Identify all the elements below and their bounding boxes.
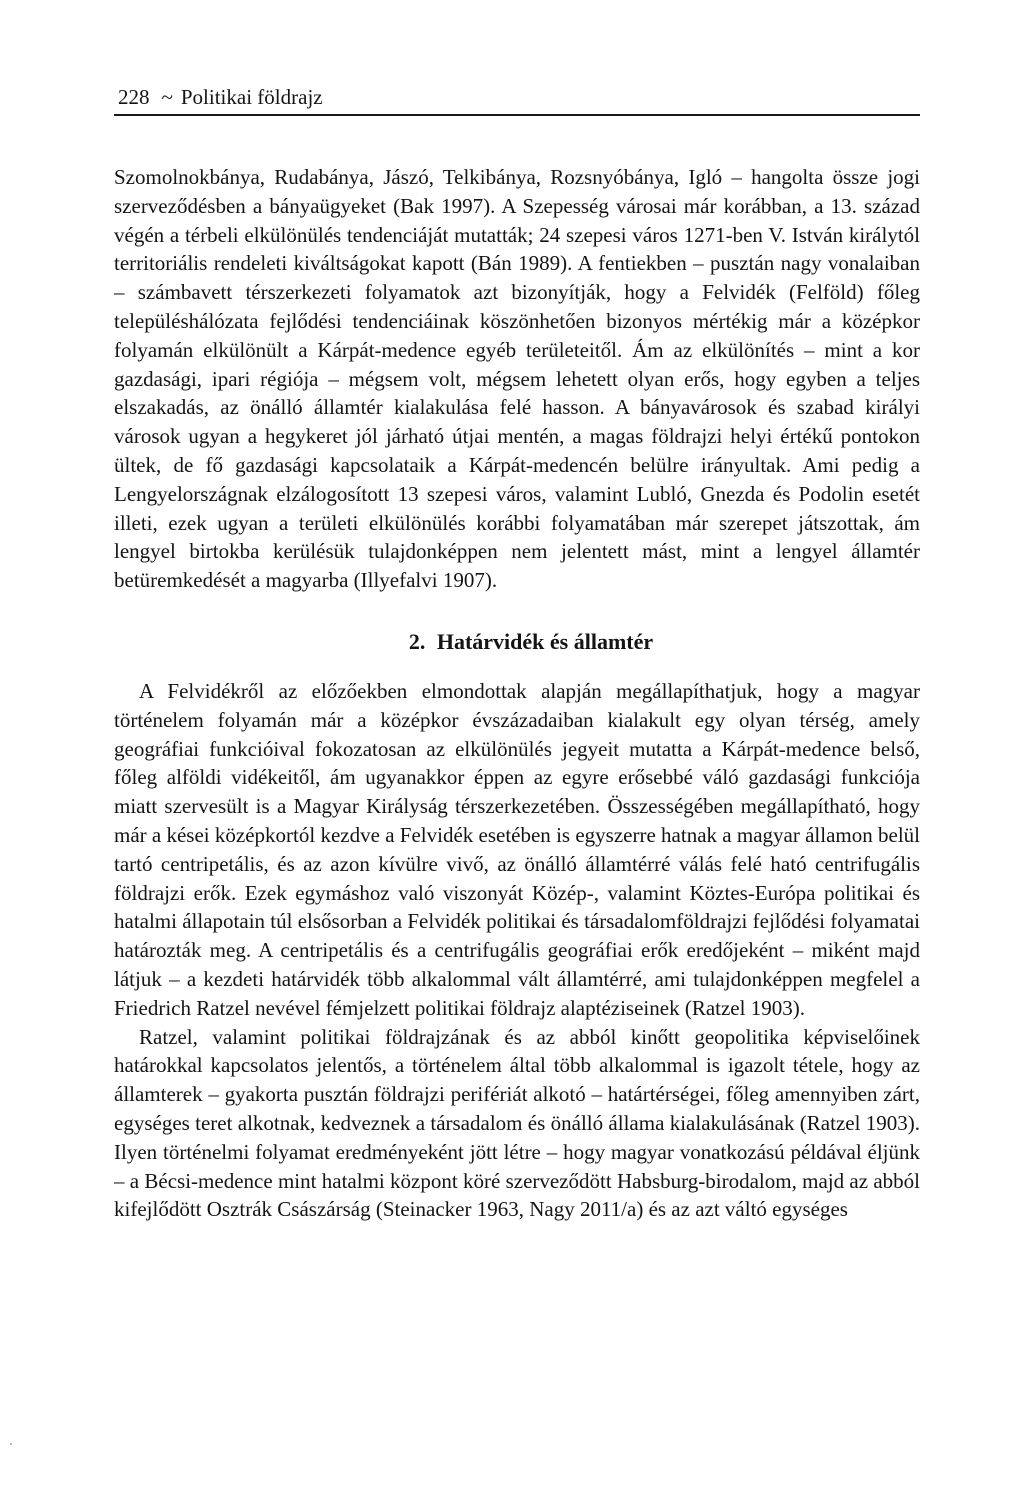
paragraph: Ratzel, valamint politikai földrajzának és az abból kinőtt geopolitika képviselőinek határokkal kapcsolatos jelentős, a történelem által több alkalommal is igazolt tétele, hogy az államterek – gyakorta pusztán földrajzi perifériát alkotó – határtérségei, főleg amennyiben zárt, egységes teret alkotnak, kedveznek a társadalom és önálló állama kialakulásának (Ratzel 1903). Ilyen történelmi folyamat eredményeként jött létre – hogy magyar vonatkozású példával éljünk – a Bécsi-medence mint hatalmi központ köré szerveződött Habsburg-birodalom, majd az abból kifejlődött Osztrák Császárság (Steinacker 1963, Nagy 2011/a) és az azt váltó egységes	[114, 1024, 920, 1222]
header-separator: ~	[161, 85, 173, 109]
section-title: Határvidék és államtér	[436, 628, 654, 654]
page-number: 228	[118, 85, 150, 109]
paragraph-continued: Szomolnokbánya, Rudabánya, Jászó, Telkibánya, Rozsnyóbánya, Igló – hangolta össze jogi szerveződésben a bányaügyeket (Bak 1997). A Szepesség városai már korábban, a 13. század végén a térbeli elkülönülés tendenciáját mutatták; 24 szepesi város 1271-ben V. István királytól territoriális rendeleti kiváltságokat kapott (Bán 1989). A fentiekben – pusztán nagy vonalaiban – számbavett térszerkezeti folyamatok azt bizonyítják, hogy a Felvidék (Felföld) főleg településhálózata fejlődési tendenciáinak köszönhetően bizonyos mértékig már a középkor folyamán elkülönült a Kárpát-medence egyéb területeitől. Ám az elkülönítés – mint a kor gazdasági, ipari régiója – mégsem volt, mégsem lehetett olyan erős, hogy egyben a teljes elszakadás, az önálló államtér kialakulása felé hasson. A bányavárosok és szabad királyi városok ugyan a hegykeret jól járható útjai mentén, a magas földrajzi helyi értékű pontokon ültek, de fő gazdasági kapcsolataik a Kárpát-medencén belülre irányultak. Ami pedig a Lengyelországnak elzálogosított 13 szepesi város, valamint Lubló, Gnezda és Podolin esetét illeti, ezek ugyan a területi elkülönülés korábbi folyamatában már szerepet játszottak, ám lengyel birtokba kerülésük tulajdonképpen nem jelentett mást, mint a lengyel államtér betüremkedését a magyarba (Illyefalvi 1907).	[114, 165, 920, 593]
paragraph: A Felvidékről az előzőekben elmondottak alapján megállapíthatjuk, hogy a magyar történelem folyamán már a középkor évszázadaiban kialakult egy olyan térség, amely geográfiai funkcióival fokozatosan az elkülönülés jegyeit mutatta a Kárpát-medence belső, főleg alföldi vidékeitől, ám ugyanakkor éppen az egyre erősebbé váló gazdasági funkciója miatt szervesült is a Magyar Királyság térszerkezetében. Összességében megállapítható, hogy már a kései középkortól kezdve a Felvidék esetében is egyszerre hatnak a magyar államon belül tartó centripetális, és az azon kívülre vivő, az önálló államtérré válás felé ható centrifugális földrajzi erők. Ezek egymáshoz való viszonyát Közép-, valamint Köztes-Európa politikai és hatalmi állapotain túl elsősorban a Felvidék politikai és társadalomföldrajzi fejlődési folyamatai határozták meg. A centripetális és a centrifugális geográfiai erők eredőjeként – miként majd látjuk – a kezdeti határvidék több alkalommal vált államtérré, ami tulajdonképpen megfelel a Friedrich Ratzel nevével fémjelzett politikai földrajz alaptéziseinek (Ratzel 1903).	[114, 678, 920, 1020]
section-number: 2.	[408, 628, 426, 654]
book-page	[114, 84, 920, 1224]
running-title: Politikai földrajz	[180, 85, 323, 109]
section-heading	[114, 627, 920, 657]
scan-speck	[10, 1443, 12, 1445]
header-rule	[114, 114, 920, 116]
body-text	[114, 163, 920, 1224]
running-head	[114, 84, 920, 110]
